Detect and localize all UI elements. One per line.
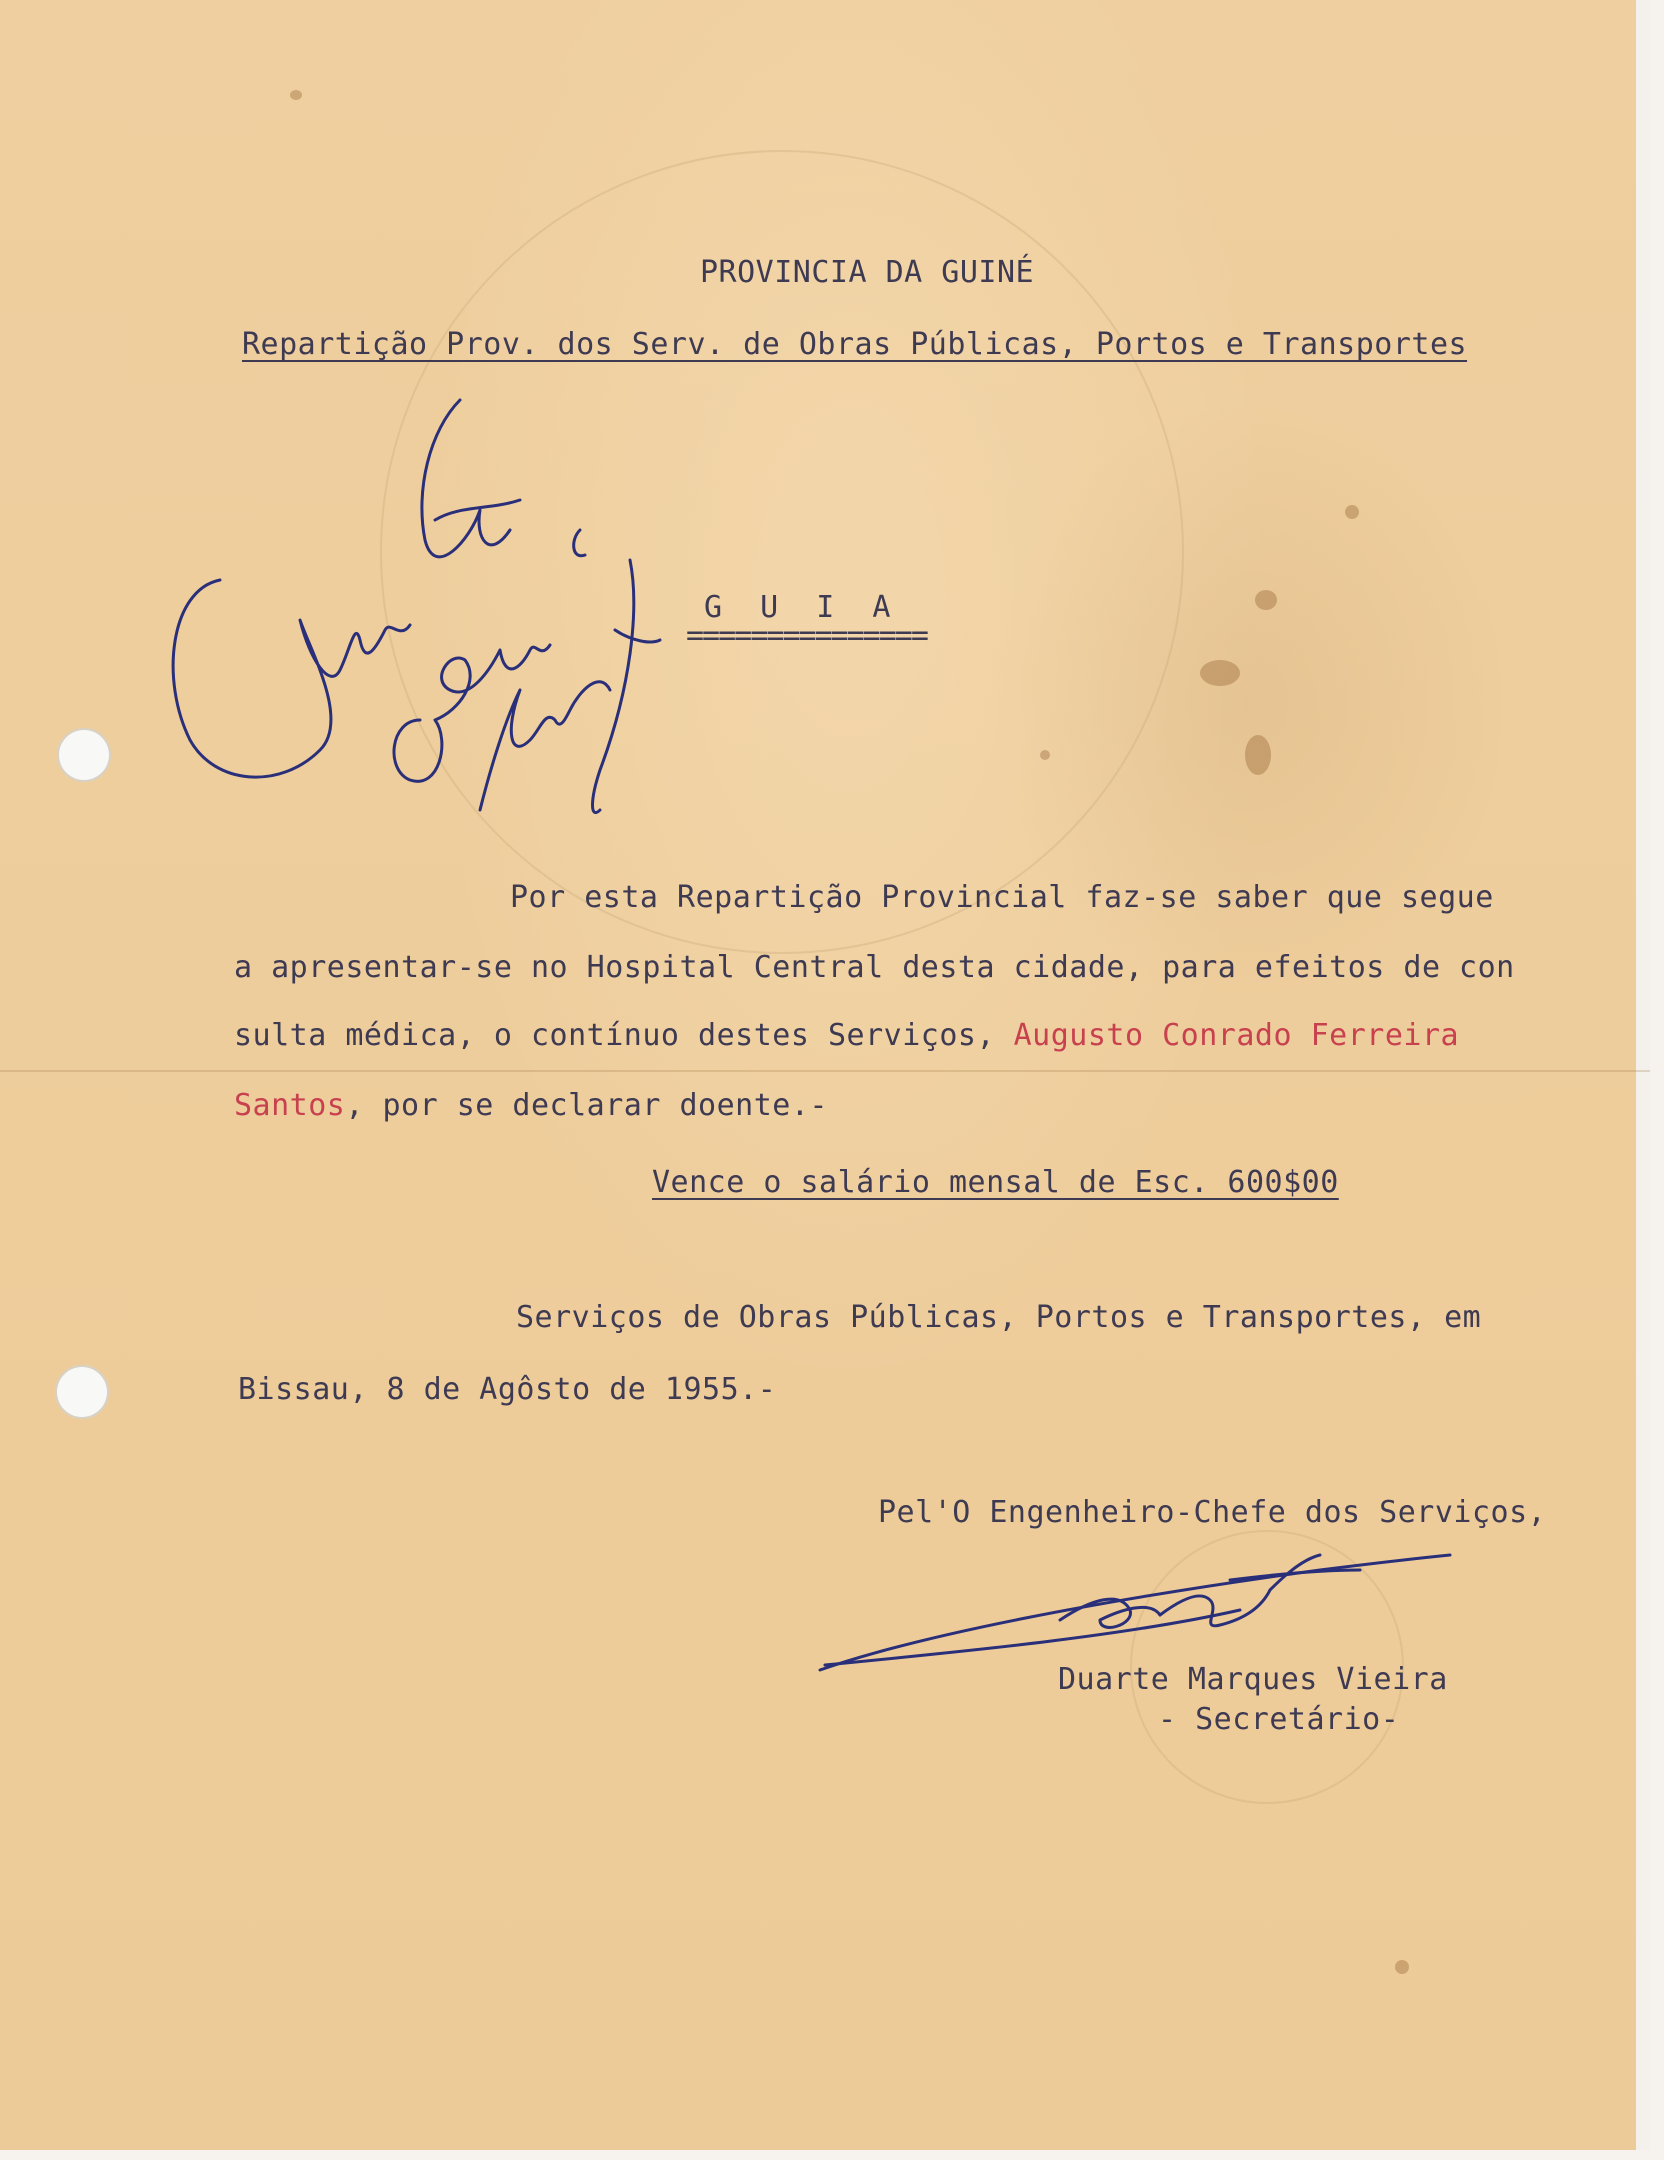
stain-spot: [1040, 750, 1050, 760]
punch-hole-lower: [55, 1365, 109, 1419]
signatory-name: Duarte Marques Vieira: [1058, 1662, 1448, 1697]
body-line-3-text: sulta médica, o contínuo destes Serviços,: [234, 1018, 1014, 1053]
stain-spot: [1245, 735, 1271, 775]
body-line-4-text: , por se declarar doente.-: [345, 1088, 828, 1123]
body-line-3: [234, 1018, 1459, 1053]
person-name-first: Augusto Conrado Ferreira: [1013, 1018, 1460, 1053]
page-edge: [1636, 0, 1650, 2150]
stain-spot: [1395, 1960, 1409, 1974]
stain-spot: [1200, 660, 1240, 686]
province-heading: PROVINCIA DA GUINÉ: [700, 255, 1035, 290]
body-line-4: [234, 1088, 828, 1123]
stain-spot: [290, 90, 302, 100]
person-name-last: Santos: [234, 1088, 346, 1123]
signatory-title: Pel'O Engenheiro-Chefe dos Serviços,: [878, 1495, 1547, 1530]
document-title: G U I A: [704, 590, 901, 625]
stain-spot: [1345, 505, 1359, 519]
department-heading: Repartição Prov. dos Serv. de Obras Públicas, Portos e Transportes: [242, 327, 1468, 362]
signatory-role: - Secretário-: [1158, 1702, 1400, 1737]
punch-hole-upper: [57, 728, 111, 782]
stain-spot: [1255, 590, 1277, 610]
body-line-1: Por esta Repartição Provincial faz-se saber que segue: [510, 880, 1494, 915]
closing-line-1: Serviços de Obras Públicas, Portos e Transportes, em: [516, 1300, 1482, 1335]
title-double-underline: ===============: [686, 618, 927, 653]
handwritten-note: [160, 390, 680, 850]
body-line-2: a apresentar-se no Hospital Central desta cidade, para efeitos de con: [234, 950, 1515, 985]
closing-date-line: Bissau, 8 de Agôsto de 1955.-: [238, 1372, 777, 1407]
salary-line: Vence o salário mensal de Esc. 600$00: [652, 1165, 1339, 1200]
fold-line: [0, 1070, 1650, 1072]
